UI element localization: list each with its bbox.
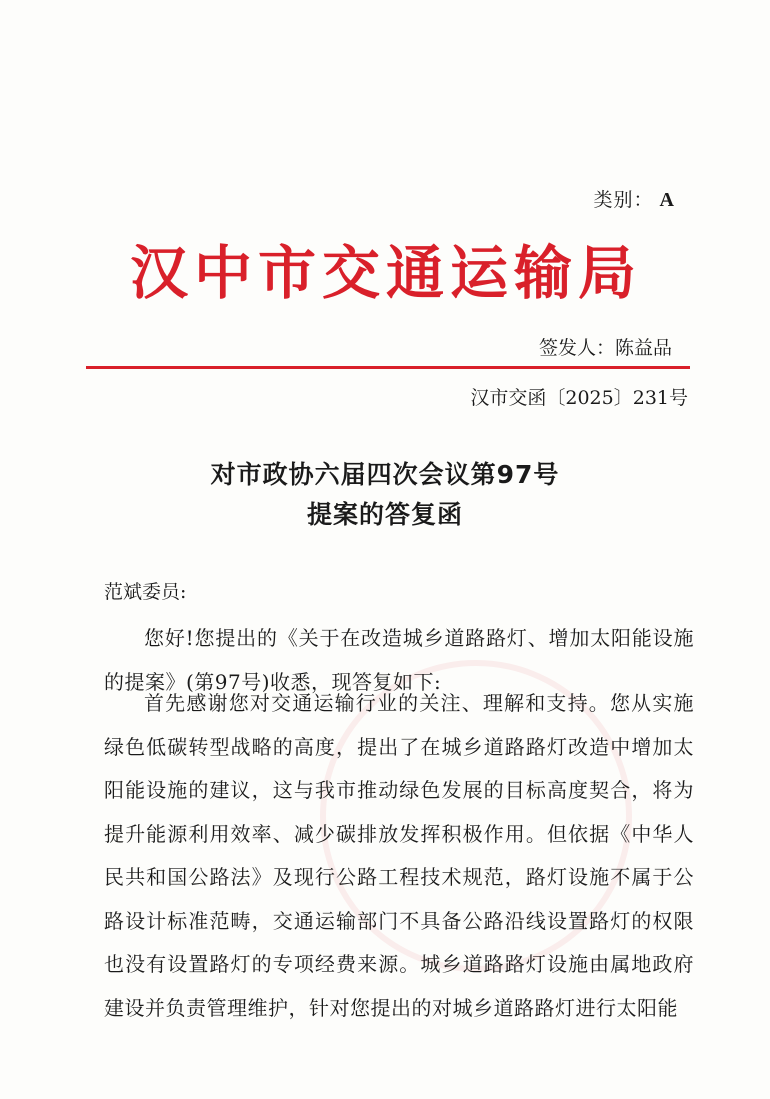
signer-line xyxy=(539,333,672,360)
category-label: 类别： xyxy=(593,189,654,211)
salutation: 范斌委员: xyxy=(104,581,187,603)
signer-label: 签发人： xyxy=(538,337,615,359)
signer-name: 陈益品 xyxy=(614,337,672,359)
category-value: A xyxy=(659,189,675,211)
document-title-line1: 对市政协六届四次会议第97号 xyxy=(210,460,560,489)
document-title-line2: 提案的答复函 xyxy=(306,500,463,529)
body-paragraph-1: 您好!您提出的《关于在改造城乡道路路灯、增加太阳能设施的提案》(第97号)收悉，现答复如下: xyxy=(104,626,694,694)
document-number: 汉市交函〔2025〕231号 xyxy=(470,387,688,409)
body-paragraph-2: 首先感谢您对交通运输行业的关注、理解和支持。您从实施绿色低碳转型战略的高度，提出了在城乡道路路灯改造中增加太阳能设施的建议，这与我市推动绿色发展的目标高度契合，将为提升能源利用效率、减少碳排放发挥积极作用。但依据《中华人民共和国公路法》及现行公路工程技术规范，路灯设施不属于公路设计标准范畴，交通运输部门不具备公路沿线设置路灯的权限也没有设置路灯的专项经费来源。城乡道路路灯设施由属地政府建设并负责管理维护，针对您提出的对城乡道路路灯进行太阳能 xyxy=(104,691,694,1020)
category-line xyxy=(594,185,675,212)
red-divider xyxy=(86,366,690,369)
agency-name: 汉中市交通运输局 xyxy=(130,239,643,307)
